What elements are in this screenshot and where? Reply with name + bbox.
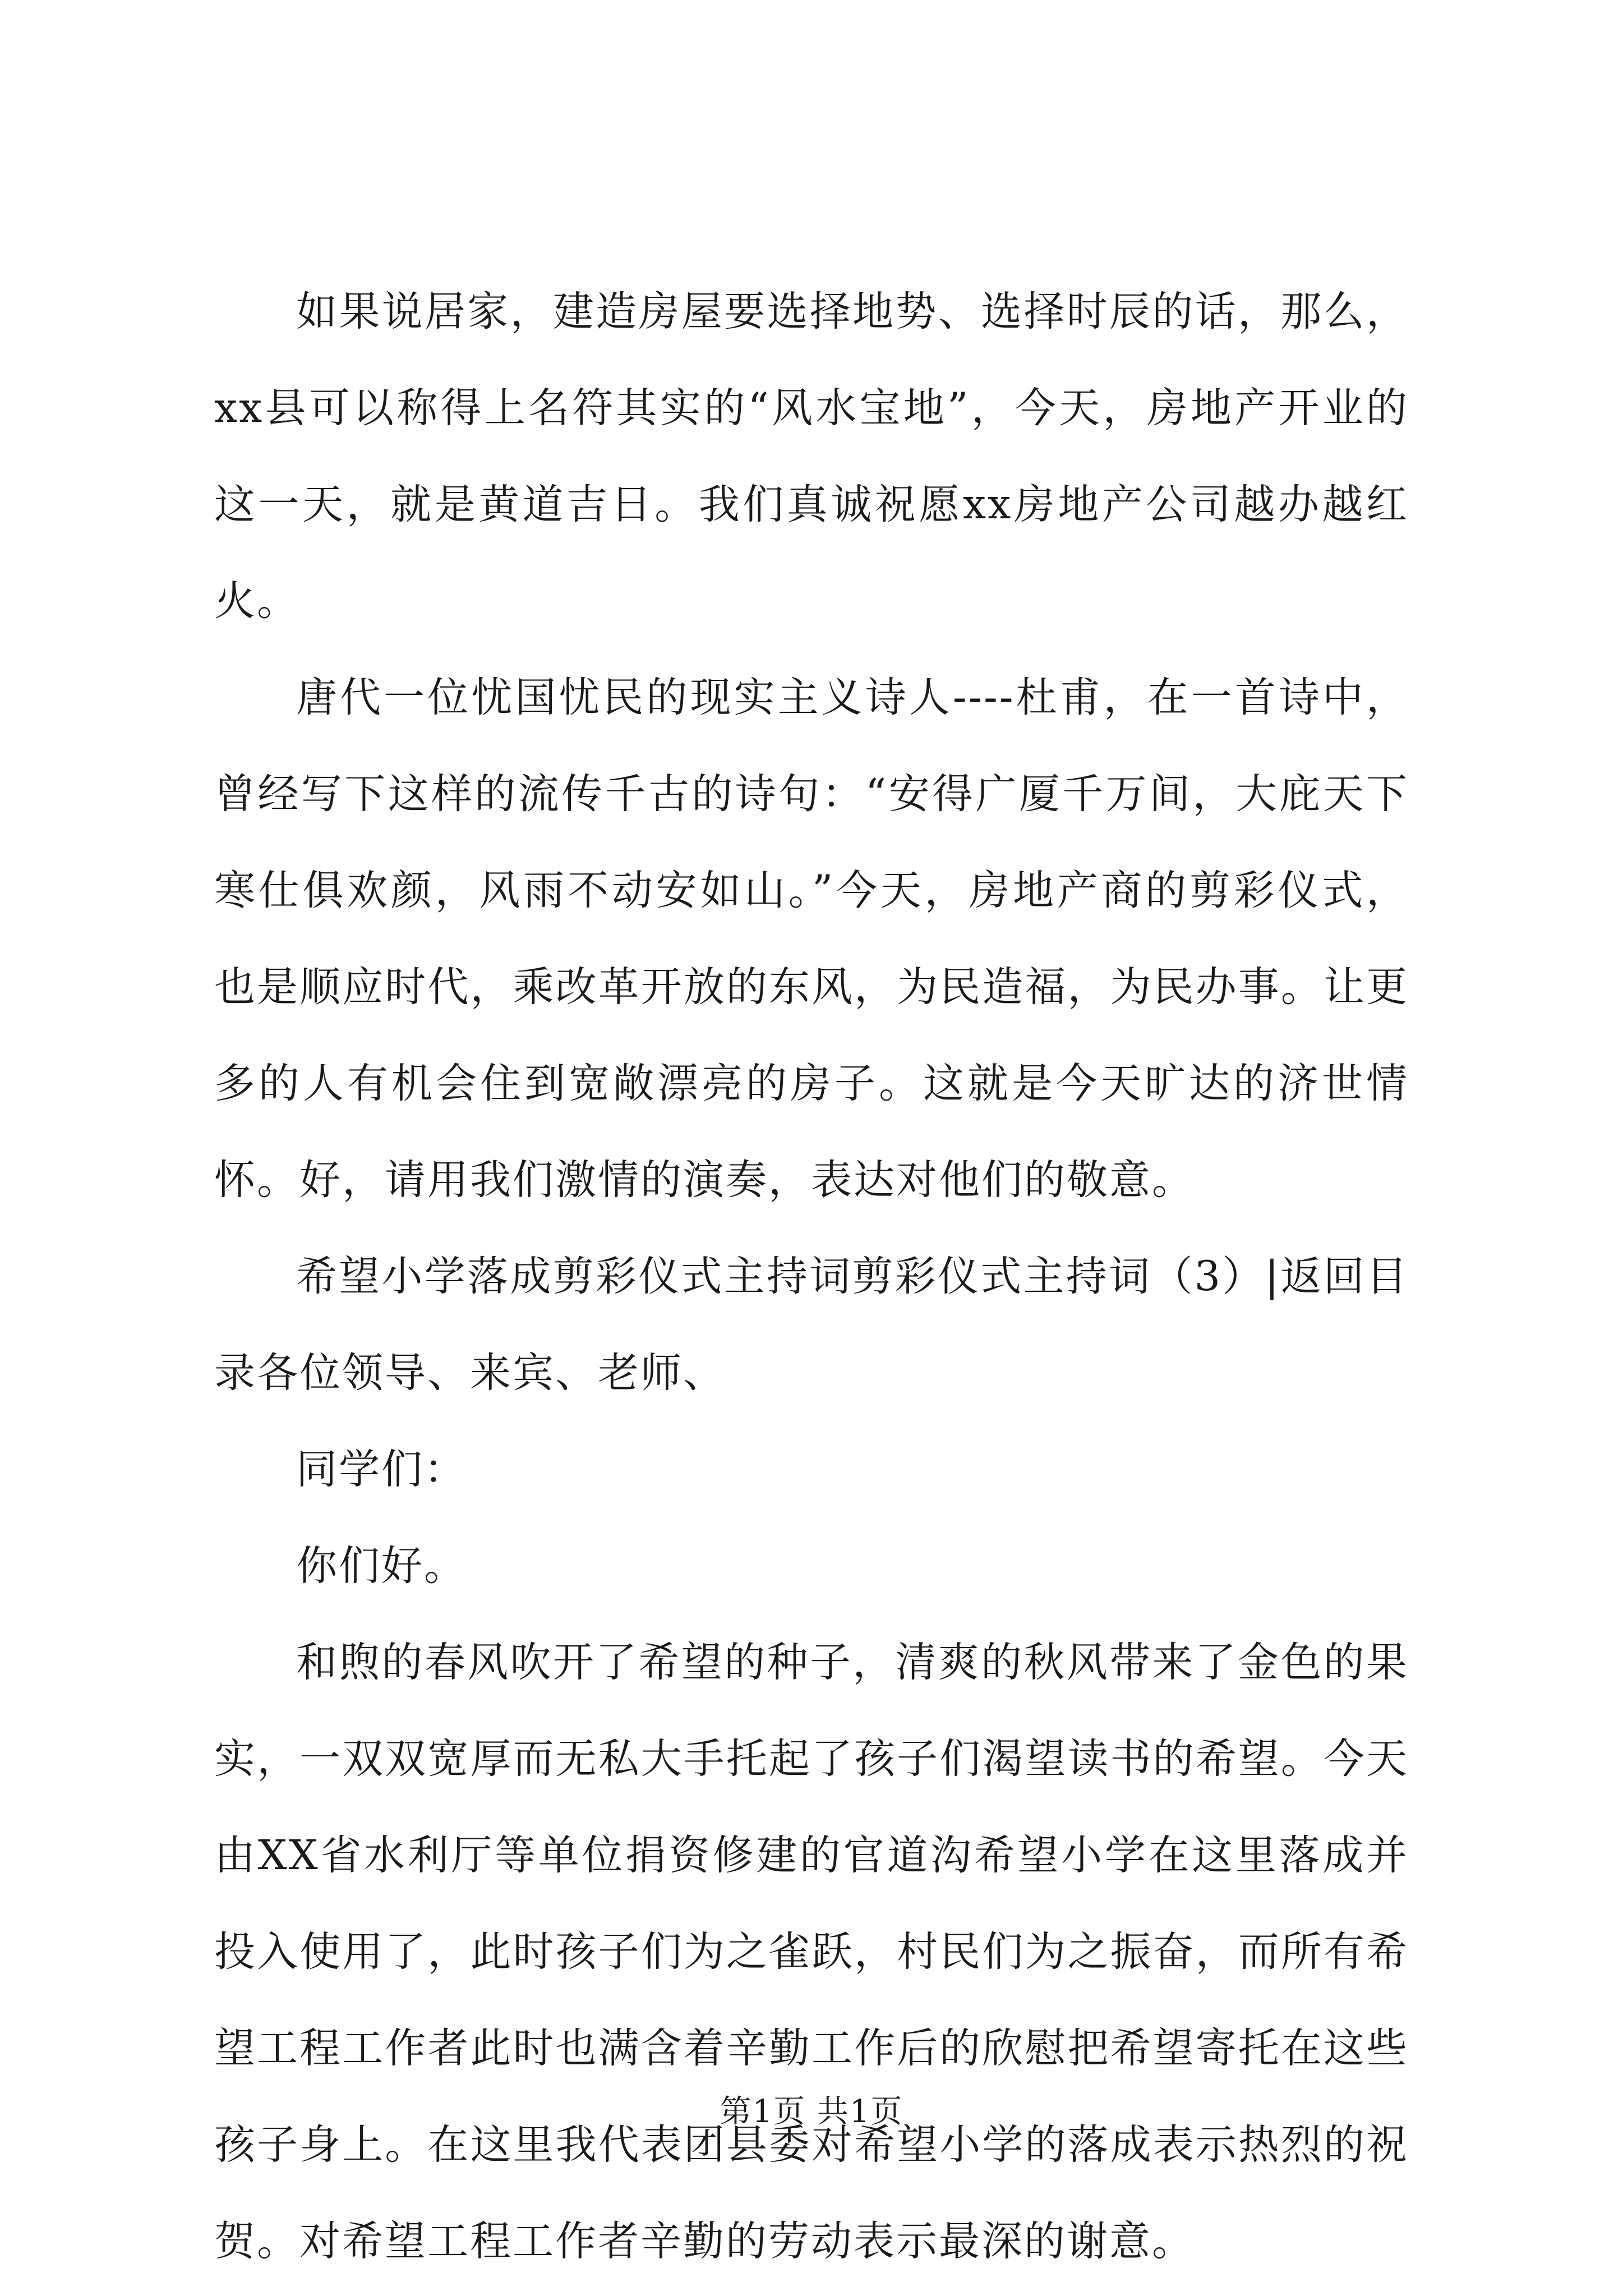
document-body bbox=[214, 264, 1409, 2290]
paragraph-dufu-poem: 唐代一位忧国忧民的现实主义诗人----杜甫，在一首诗中，曾经写下这样的流传千古的诗句：“安得广厦千万间，大庇天下寒仕俱欢颜，风雨不动安如山。”今天，房地产商的剪彩仪式，也是顺应时代，乘改革开放的东风，为民造福，为民办事。让更多的人有机会住到宽敞漂亮的房子。这就是今天旷达的济世情怀。好，请用我们激情的演奏，表达对他们的敬意。 bbox=[214, 674, 1409, 1204]
paragraph-ceremony-heading: 希望小学落成剪彩仪式主持词剪彩仪式主持词（3）|返回目录各位领导、来宾、老师、 bbox=[214, 1253, 1409, 1397]
page-number-footer: 第1页 共1页 bbox=[720, 2093, 903, 2130]
paragraph-hello: 你们好。 bbox=[296, 1542, 467, 1590]
paragraph-hope-school: 和煦的春风吹开了希望的种子，清爽的秋风带来了金色的果实，一双双宽厚而无私大手托起了孩子们渴望读书的希望。今天由XX省水利厅等单位捐资修建的官道沟希望小学在这里落成并投入使用了，此时孩子们为之雀跃，村民们为之振奋，而所有希望工程工作者此时也满含着辛勤工作后的欣慰把希望寄托在这些孩子身上。在这里我代表团县委对希望小学的落成表示热烈的祝贺。对希望工程工作者辛勤的劳动表示最深的谢意。 bbox=[214, 1639, 1409, 2265]
paragraph-greeting-students: 同学们： bbox=[296, 1446, 467, 1493]
paragraph-fengshui: 如果说居家，建造房屋要选择地势、选择时辰的话，那么，xx县可以称得上名符其实的“风水宝地”，今天，房地产开业的这一天，就是黄道吉日。我们真诚祝愿xx房地产公司越办越红火。 bbox=[214, 288, 1409, 625]
